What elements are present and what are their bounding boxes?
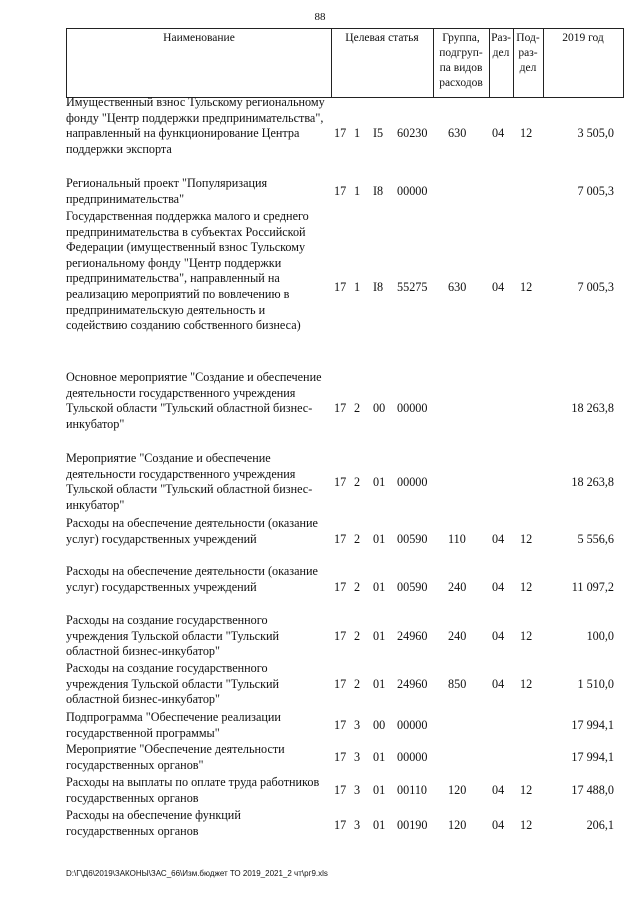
row-amount: 18 263,8 [571,401,614,415]
row-amount: 17 994,1 [571,750,614,764]
row-amount: 7 005,3 [577,280,614,294]
row-amount: 7 005,3 [577,184,614,198]
row-name: Расходы на создание государственного учреждения Тульской области "Тульский областной бизнес-инкубатор" [66,613,280,659]
row-name: Мероприятие "Создание и обеспечение деятельности государственного учреждения Тульской области "Тульский областной бизнес-инкубатор" [66,451,313,512]
row-amount: 206,1 [586,818,614,832]
row-name: Расходы на обеспечение деятельности (оказание услуг) государственных учреждений [66,516,318,546]
header-year: 2019 год [562,32,604,44]
page-number: 88 [314,11,326,23]
row-name: Расходы на создание государственного учреждения Тульской области "Тульский областной бизнес-инкубатор" [66,661,280,707]
row-name: Расходы на обеспечение деятельности (оказание услуг) государственных учреждений [66,564,318,594]
header-subsection: Под- раз- дел [516,32,540,74]
row-amount: 1 510,0 [577,677,614,691]
row-name: Региональный проект "Популяризация предпринимательства" [66,176,268,206]
row-amount: 17 994,1 [571,718,614,732]
file-path-footer: D:\Г\Д6\2019\ЗАКОНЫ\ЗАС_66\Изм.бюджет ТО 2019_2021_2 чт\рг9.xls [66,869,328,878]
row-amount: 5 556,6 [577,532,614,546]
row-name: Государственная поддержка малого и среднего предпринимательства в субъектах Российской Федерации (имущественный взнос Тульскому региональному фонду "Центр поддержки предпринимательства", направленный на реализацию мероприятий по вовлечению в предпринимательскую деятельность и содействию созданию собственного бизнеса) [66,209,309,333]
row-amount: 11 097,2 [571,580,614,594]
header-target-article: Целевая статья [345,32,419,44]
row-name: Расходы на выплаты по оплате труда работников государственных органов [66,775,320,805]
row-name: Расходы на обеспечение функций государственных органов [66,808,241,838]
row-name: Мероприятие "Обеспечение деятельности государственных органов" [66,742,285,772]
row-name: Основное мероприятие "Создание и обеспечение деятельности государственного учреждения Тульской области "Тульский областной бизнес-инкубатор" [66,370,322,431]
row-amount: 18 263,8 [571,475,614,489]
row-amount: 100,0 [586,629,614,643]
row-name: Подпрограмма "Обеспечение реализации государственной программы" [66,710,281,740]
row-amount: 17 488,0 [571,783,614,797]
row-name: Имущественный взнос Тульскому региональному фонду "Центр поддержки предпринимательства", направленный на функционирование Центра поддержки экспорта [66,95,325,156]
header-name: Наименование [163,32,235,44]
table-header [66,28,624,98]
header-section: Раз- дел [491,32,511,59]
row-amount: 3 505,0 [577,126,614,140]
header-group: Группа, подгруп- па видов расходов [439,32,483,89]
